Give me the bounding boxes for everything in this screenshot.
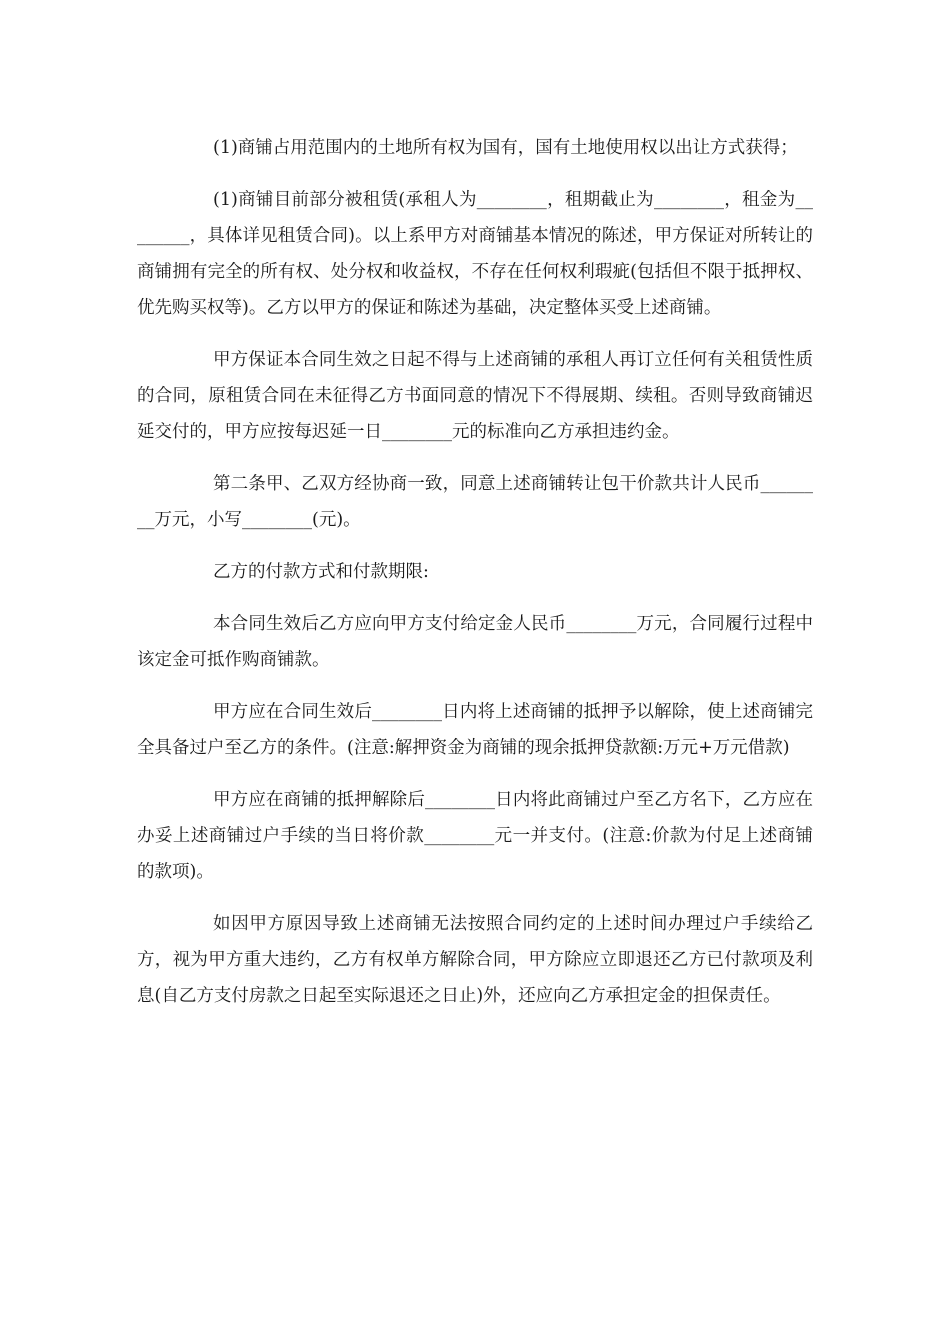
paragraph-lease-status: (1)商铺目前部分被租赁(承租人为________，租期截止为________，租金为________，具体详见租赁合同)。以上系甲方对商铺基本情况的陈述，甲方保证对所转让的商铺拥有完全的所有权、处分权和收益权，不存在任何权利瑕疵(包括但不限于抵押权、优先购买权等)。乙方以甲方的保证和陈述为基础，决定整体买受上述商铺。 <box>137 190 813 318</box>
paragraph-deposit: 本合同生效后乙方应向甲方支付给定金人民币________万元，合同履行过程中该定金可抵作购商铺款。 <box>137 614 813 670</box>
paragraph-lease-guarantee: 甲方保证本合同生效之日起不得与上述商铺的承租人再订立任何有关租赁性质的合同，原租赁合同在未征得乙方书面同意的情况下不得展期、续租。否则导致商铺迟延交付的，甲方应按每迟延一日________元的标准向乙方承担违约金。 <box>137 350 813 442</box>
paragraph-transfer: 甲方应在商铺的抵押解除后________日内将此商铺过户至乙方名下，乙方应在办妥上述商铺过户手续的当日将价款________元一并支付。(注意:价款为付足上述商铺的款项)。 <box>137 790 813 882</box>
paragraph-mortgage-release: 甲方应在合同生效后________日内将上述商铺的抵押予以解除，使上述商铺完全具备过户至乙方的条件。(注意:解押资金为商铺的现余抵押贷款额:万元+万元借款) <box>137 702 813 758</box>
document-body <box>137 130 813 1030</box>
paragraph-breach: 如因甲方原因导致上述商铺无法按照合同约定的上述时间办理过户手续给乙方，视为甲方重大违约，乙方有权单方解除合同，甲方除应立即退还乙方已付款项及利息(自乙方支付房款之日起至实际退还之日止)外，还应向乙方承担定金的担保责任。 <box>137 914 813 1006</box>
paragraph-article-two-price: 第二条甲、乙双方经协商一致，同意上述商铺转让包干价款共计人民币________万元，小写________(元)。 <box>137 474 813 530</box>
paragraph-payment-heading: 乙方的付款方式和付款期限: <box>213 562 429 582</box>
paragraph-land-ownership: (1)商铺占用范围内的土地所有权为国有，国有土地使用权以出让方式获得； <box>213 138 798 158</box>
